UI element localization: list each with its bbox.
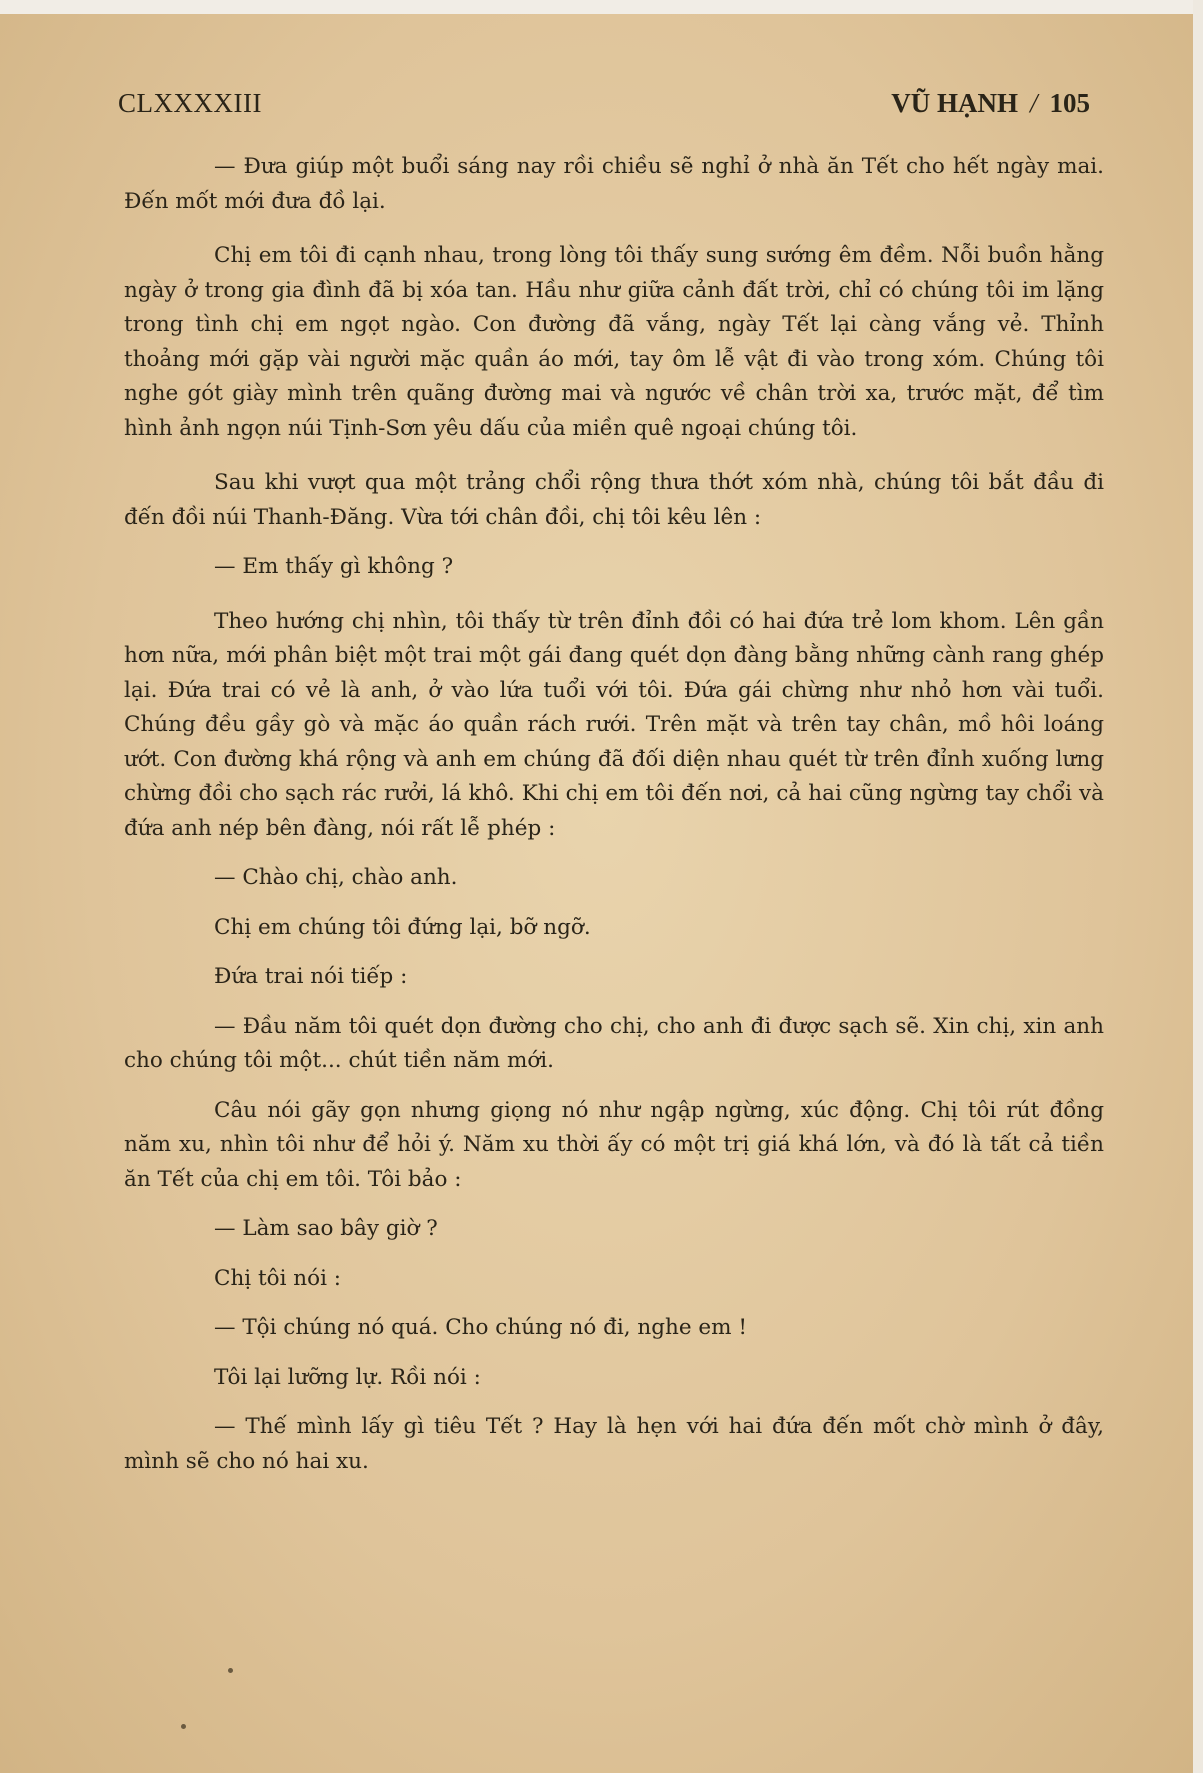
- paper-speck: [181, 1724, 186, 1729]
- chapter-number: CLXXXXIII: [118, 88, 262, 118]
- paragraph-12: Chị tôi nói :: [214, 1265, 342, 1291]
- paragraph-11: — Làm sao bây giờ ?: [214, 1216, 438, 1241]
- header-author-page: [891, 88, 1090, 119]
- paragraph-14: Tôi lại lưỡng lự. Rồi nói :: [214, 1364, 481, 1390]
- paragraph-7: Chị em chúng tôi đứng lại, bỡ ngỡ.: [214, 914, 591, 940]
- paragraph-1: — Đưa giúp một buổi sáng nay rồi chiều sẽ nghỉ ở nhà ăn Tết cho hết ngày mai. Đến mốt mới đưa đồ lại.: [124, 154, 1104, 214]
- running-header: [118, 88, 1090, 128]
- author-name: VŨ HẠNH: [891, 88, 1018, 118]
- page-number: 105: [1049, 88, 1090, 118]
- paragraph-3: Sau khi vượt qua một trảng chổi rộng thưa thớt xóm nhà, chúng tôi bắt đầu đi đến đồi núi Thanh-Đăng. Vừa tới chân đồi, chị tôi kêu lên :: [124, 470, 1104, 530]
- header-separator: /: [1029, 88, 1038, 118]
- paragraph-13: — Tội chúng nó quá. Cho chúng nó đi, nghe em !: [214, 1315, 748, 1340]
- page-top-edge: [0, 0, 1203, 14]
- paragraph-15: — Thế mình lấy gì tiêu Tết ? Hay là hẹn với hai đứa đến mốt chờ mình ở đây, mình sẽ cho nó hai xu.: [124, 1414, 1104, 1474]
- body-text: [124, 150, 1104, 1479]
- paragraph-2: Chị em tôi đi cạnh nhau, trong lòng tôi thấy sung sướng êm đềm. Nỗi buồn hằng ngày ở trong gia đình đã bị xóa tan. Hầu như giữa cảnh đất trời, chỉ có chúng tôi im lặng trong tình chị em ngọt ngào. Con đường đã vắng, ngày Tết lại càng vắng vẻ. Thỉnh thoảng mới gặp vài người mặc quần áo mới, tay ôm lễ vật đi vào trong xóm. Chúng tôi nghe gót giày mình trên quãng đường mai và ngước về chân trời xa, trước mặt, để tìm hình ảnh ngọn núi Tịnh-Sơn yêu dấu của miền quê ngoại chúng tôi.: [124, 243, 1104, 441]
- paper-speck: [228, 1668, 233, 1673]
- page-right-edge: [1193, 0, 1203, 1773]
- paragraph-6: — Chào chị, chào anh.: [214, 865, 458, 890]
- paragraph-5: Theo hướng chị nhìn, tôi thấy từ trên đỉnh đồi có hai đứa trẻ lom khom. Lên gần hơn nữa, mới phân biệt một trai một gái đang quét dọn đàng bằng những cành rang ghép lại. Đứa trai có vẻ là anh, ở vào lứa tuổi với tôi. Đứa gái chừng như nhỏ hơn vài tuổi. Chúng đều gầy gò và mặc áo quần rách rưới. Trên mặt và trên tay chân, mồ hôi loáng ướt. Con đường khá rộng và anh em chúng đã đối diện nhau quét từ trên đỉnh xuống lưng chừng đồi cho sạch rác rưởi, lá khô. Khi chị em tôi đến nơi, cả hai cũng ngừng tay chổi và đứa anh nép bên đàng, nói rất lễ phép :: [124, 608, 1104, 841]
- paragraph-4: — Em thấy gì không ?: [214, 554, 454, 579]
- paragraph-9: — Đầu năm tôi quét dọn đường cho chị, cho anh đi được sạch sẽ. Xin chị, xin anh cho chúng tôi một... chút tiền năm mới.: [124, 1013, 1104, 1073]
- paragraph-8: Đứa trai nói tiếp :: [214, 964, 408, 989]
- paragraph-10: Câu nói gãy gọn nhưng giọng nó như ngập ngừng, xúc động. Chị tôi rút đồng năm xu, nhìn tôi như để hỏi ý. Năm xu thời ấy có một trị giá khá lớn, và đó là tất cả tiền ăn Tết của chị em tôi. Tôi bảo :: [124, 1097, 1104, 1192]
